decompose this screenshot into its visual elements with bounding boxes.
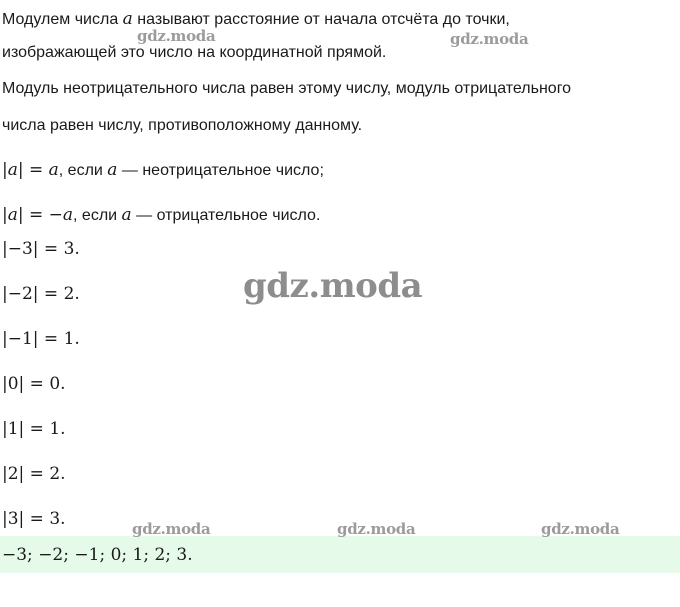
rule-text-start: , если [58,162,108,179]
watermark: gdz.moda [541,520,620,538]
rule-nonnegative [2,159,324,182]
intro-line-1 [2,9,510,30]
rule-negative [2,204,320,227]
intro-line-1-start: Модулем числа [2,11,123,28]
answer-text: −3; −2; −1; 0; 1; 2; 3. [2,545,193,565]
example-line: |3| = 3. [2,509,66,529]
intro-line-4: числа равен числу, противоположному данному. [2,117,363,134]
watermark: gdz.moda [450,30,529,48]
example-line: |0| = 0. [2,374,66,394]
example-line: |1| = 1. [2,419,66,439]
intro-line-1-end: называют расстояние от начала отсчёта до точки, [132,11,510,28]
rule-text-start: , если [73,207,122,224]
rule-variable: a [107,160,118,180]
rule-formula: |a| = −a [2,205,74,225]
example-line: |2| = 2. [2,464,66,484]
rule-text-end: — отрицательное число. [131,207,321,224]
intro-line-2: изображающей это число на координатной прямой. [2,44,387,61]
example-line: |−2| = 2. [2,284,80,304]
rule-variable: a [121,205,132,225]
example-line: |−3| = 3. [2,239,80,259]
watermark: gdz.moda [243,266,423,306]
watermark: gdz.moda [337,520,416,538]
watermark: gdz.moda [137,27,216,45]
variable-a: a [122,9,133,29]
example-line: |−1| = 1. [2,329,80,349]
intro-line-3: Модуль неотрицательного числа равен этому числу, модуль отрицательного [2,80,572,97]
rule-formula: |a| = a [2,160,59,180]
answer-band [0,536,680,573]
rule-text-end: — неотрицательное число; [117,162,324,179]
watermark: gdz.moda [132,520,211,538]
